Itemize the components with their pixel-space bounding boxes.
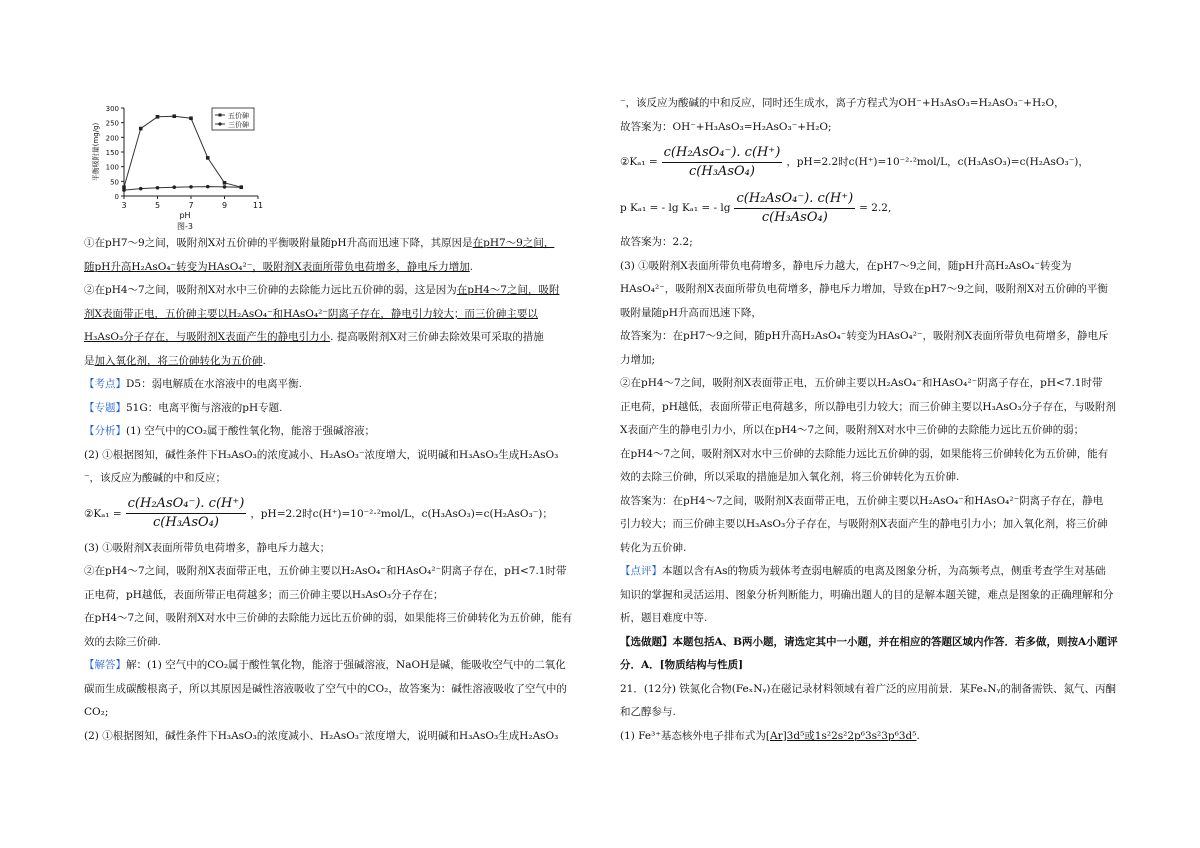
y-tick-label: 200 <box>105 134 119 143</box>
answer-text: 加入氧化剂，将三价砷转化为五价砷 <box>94 354 263 367</box>
fenxi-2: (2) ①根据图知，碱性条件下H₃AsO₃的浓度减小、H₂AsO₃⁻浓度增大，说明碱和H₃AsO₃生成H₂AsO₃ <box>84 448 559 461</box>
q-line-5 <box>84 326 584 350</box>
r-line-3: 故答案为：2.2; <box>620 236 693 248</box>
text: . <box>469 260 474 273</box>
tag-label: 【分析】 <box>84 425 126 437</box>
fenxi-5: ②在pH4～7之间，吸附剂X表面带正电，五价砷主要以H₂AsO₄⁻和HAsO₄²⁻阴离子存在，pH<7.1时带 <box>84 565 567 577</box>
answer-text: 在pH4～7之间，吸附 <box>456 284 560 296</box>
fenxi-7: 在pH4～7之间，吸附剂X对水中三价砷的去除能力远比五价砷的弱，如果能将三价砷转化为五价砷，能有 <box>84 612 573 624</box>
r-line-2: 故答案为：OH⁻+H₃AsO₃=H₂AsO₃⁻+H₂O; <box>620 120 832 133</box>
zhuanti <box>84 397 584 421</box>
text: ，pH=2.2时c(H⁺)=10⁻²·²mol/L，c(H₃AsO₃)=c(H₂AsO₃⁻)， <box>786 156 1089 168</box>
dianping-1 <box>620 560 1120 584</box>
x-tick-label: 7 <box>188 201 194 210</box>
x-tick-label: 3 <box>121 201 127 210</box>
fraction <box>734 190 855 227</box>
r-line-14: 故答案为：在pH4～7之间，吸附剂X表面带正电，五价砷主要以H₂AsO₄⁻和HAsO₄²⁻阴离子存在，静电 <box>620 494 1104 507</box>
answer-text: [Ar]3d⁵或1s²2s²2p⁶3s²3p⁶3d⁵ <box>765 729 917 742</box>
fenxi-8: 效的去除三价砷. <box>84 635 161 648</box>
r-line-1: ⁻，该反应为酸碱的中和反应，同时还生成水，离子方程式为OH⁻+H₃AsO₃=H₂AsO₃⁻+H₂O， <box>620 97 1065 109</box>
pka-formula <box>620 185 1120 231</box>
denominator: c(H₃AsO₄) <box>689 163 755 179</box>
fraction <box>662 144 783 181</box>
r-line-10: 正电荷，pH越低，表面所带正电荷越多，所以静电引力较大；而三价砷主要以H₃AsO₃分子存在，与吸附剂 <box>620 400 1117 413</box>
text: . <box>262 354 266 367</box>
r-line-16: 转化为五价砷. <box>620 541 687 554</box>
section-heading-1: 【选做题】本题包括A、B两小题，请选定其中一小题，并在相应的答题区域内作答．若多做，则按A小题评 <box>620 635 1118 648</box>
question-21-part-1 <box>620 725 1120 749</box>
jieda-1 <box>84 654 584 678</box>
text: 是 <box>84 354 95 367</box>
jieda-4: (2) ①根据图知，碱性条件下H₃AsO₃的浓度减小、H₂AsO₃⁻浓度增大，说明碱和H₃AsO₃生成H₂AsO₃ <box>84 729 559 742</box>
dianping-3: 析，题目难度中等. <box>620 612 708 624</box>
answer-text: H₃AsO₃分子存在，与吸附剂X表面产生的静电引力小 <box>84 331 331 343</box>
jieda-2: 碳而生成碳酸根离子，所以其原因是碱性溶液吸收了空气中的CO₂，故答案为：碱性溶液吸收了空气中的 <box>84 682 567 695</box>
y-tick-label: 300 <box>105 105 119 113</box>
jieda-3: CO₂; <box>84 706 109 718</box>
text: ②在pH4～7之间，吸附剂X对水中三价砷的去除能力远比五价砷的弱，这是因为 <box>84 284 457 296</box>
r-line-13: 效的去除三价砷，所以采取的措施是加入氧化剂，将三价砷转化为五价砷. <box>620 471 960 483</box>
y-tick-label: 0 <box>114 193 119 201</box>
r-line-15: 引力较大；而三价砷主要以H₃AsO₃分子存在，与吸附剂X表面产生的静电引力小；加入氧化剂，将三价砷 <box>620 518 1108 530</box>
x-tick-label: 5 <box>154 201 161 210</box>
numerator: c(H₂AsO₄⁻). c(H⁺) <box>734 190 855 209</box>
left-column <box>84 0 584 748</box>
q-line-4: 剂X表面带正电，五价砷主要以H₂AsO₄⁻和HAsO₄²⁻阴离子存在，静电引力较大；而三价砷主要以 <box>84 307 538 320</box>
text: D5：弱电解质在水溶液中的电离平衡. <box>126 378 302 390</box>
r-line-7: 故答案为：在pH7～9之间，随pH升高H₂AsO₄⁻转变为HAsO₄²⁻，吸附剂X表面所带负电荷增多，静电斥 <box>620 330 1109 342</box>
y-tick-label: 50 <box>110 178 119 187</box>
ka-formula <box>84 491 584 537</box>
chart-caption: 图-3 <box>177 222 193 231</box>
tag-label: 【专题】 <box>84 401 126 414</box>
fraction <box>126 495 247 532</box>
q-line-2 <box>84 256 584 280</box>
r-line-12: 在pH4～7之间，吸附剂X对水中三价砷的去除能力远比五价砷的弱，如果能将三价砷转化为五价砷，能有 <box>620 447 1109 460</box>
tag-label: 【点评】 <box>620 565 662 577</box>
text: . <box>916 729 920 742</box>
text: p Kₐ₁ = - lg Kₐ₁ = - lg <box>620 202 731 214</box>
q-line-6 <box>84 350 584 374</box>
r-line-9: ②在pH4～7之间，吸附剂X表面带正电，五价砷主要以H₂AsO₄⁻和HAsO₄²⁻阴离子存在，pH<7.1时带 <box>620 377 1103 389</box>
text: ②Kₐ₁ = <box>84 507 122 520</box>
legend-label: 五价砷 <box>228 112 249 120</box>
dianping-2: 知识的掌握和灵活运用、图象分析判断能力，明确出题人的目的是解本题关键，难点是图象的正确理解和分 <box>620 588 1114 601</box>
r-line-4: (3) ①吸附剂X表面所带负电荷增多，静电斥力越大，在pH7～9之间，随pH升高H₂AsO₄⁻转变为 <box>620 259 1072 272</box>
r-line-11: X表面产生的静电引力小，所以在pH4～7之间，吸附剂X对水中三价砷的去除能力远比五价砷的弱； <box>620 424 1085 436</box>
numerator: c(H₂AsO₄⁻). c(H⁺) <box>126 495 247 514</box>
x-tick-label: 9 <box>221 201 228 210</box>
denominator: c(H₃AsO₄) <box>153 515 219 530</box>
denominator: c(H₃AsO₄) <box>761 209 828 225</box>
text: . 提高吸附剂X对三价砷去除效果可采取的措施 <box>330 331 544 343</box>
answer-text: 在pH7～9之间， <box>472 237 555 249</box>
x-tick-label: 11 <box>252 201 264 210</box>
text: 51G：电离平衡与溶液的pH专题. <box>126 401 283 414</box>
text: ，pH=2.2时c(H⁺)=10⁻²·²mol/L，c(H₃AsO₃)=c(H₂AsO₃⁻)； <box>250 507 553 520</box>
answer-text: 随pH升高H₂AsO₄⁻转变为HAsO₄²⁻，吸附剂X表面所带负电荷增多，静电斥力增加 <box>84 260 470 273</box>
text: (1) Fe³⁺基态核外电子排布式为 <box>620 729 766 742</box>
text: (1) 空气中的CO₂属于酸性氧化物，能溶于强碱溶液； <box>126 425 376 437</box>
fenxi-3: ⁻，该反应为酸碱的中和反应； <box>84 472 227 484</box>
right-column <box>620 0 1120 748</box>
y-tick-label: 150 <box>105 149 119 157</box>
text: ①在pH7～9之间，吸附剂X对五价砷的平衡吸附量随pH升高而迅速下降，其原因是 <box>84 237 473 249</box>
r-line-5: HAsO₄²⁻，吸附剂X表面所带负电荷增多，静电斥力增加，导致在pH7～9之间，吸附剂X对五价砷的平衡 <box>620 283 1108 295</box>
text: ②Kₐ₁ = <box>620 156 658 168</box>
tag-label: 【解答】 <box>84 659 126 671</box>
text: 本题以含有As的物质为载体考查弱电解质的电离及图象分析，为高频考点，侧重考查学生对基础 <box>662 565 1106 577</box>
fenxi-4: (3) ①吸附剂X表面所带负电荷增多，静电斥力越大； <box>84 541 331 554</box>
y-axis-label: 平衡吸附量(mg/g) <box>92 122 100 182</box>
tag-label: 【考点】 <box>84 378 126 390</box>
section-heading-2: 分．A．[物质结构与性质] <box>620 659 744 671</box>
question-21-line-2: 和乙醇参与. <box>620 706 676 718</box>
fenxi-1 <box>84 420 584 444</box>
text: 解：(1) 空气中的CO₂属于酸性氧化物，能溶于强碱溶液，NaOH是碱，能吸收空气中的二氧化 <box>126 659 566 671</box>
r-line-6: 吸附量随pH升高而迅速下降， <box>620 306 762 319</box>
x-axis-label: pH <box>179 211 191 220</box>
r-line-8: 力增加; <box>620 353 656 366</box>
y-tick-label: 250 <box>105 119 119 128</box>
text: = 2.2, <box>859 202 892 214</box>
q-line-3 <box>84 279 584 303</box>
q-line-1 <box>84 232 584 256</box>
fenxi-6: 正电荷，pH越低，表面所带正电荷越多；而三价砷主要以H₃AsO₃分子存在； <box>84 588 444 601</box>
ka-formula <box>620 139 1120 185</box>
y-tick-label: 100 <box>105 163 119 172</box>
legend-label: 三价砷 <box>228 121 249 129</box>
numerator: c(H₂AsO₄⁻). c(H⁺) <box>662 144 783 163</box>
kaodian <box>84 373 584 397</box>
question-21-line-1: 21．(12分) 铁氮化合物(FeₓNᵧ)在磁记录材料领域有着广泛的应用前景．某FeₓNᵧ的制备需铁、氮气、丙酮 <box>620 682 1116 695</box>
